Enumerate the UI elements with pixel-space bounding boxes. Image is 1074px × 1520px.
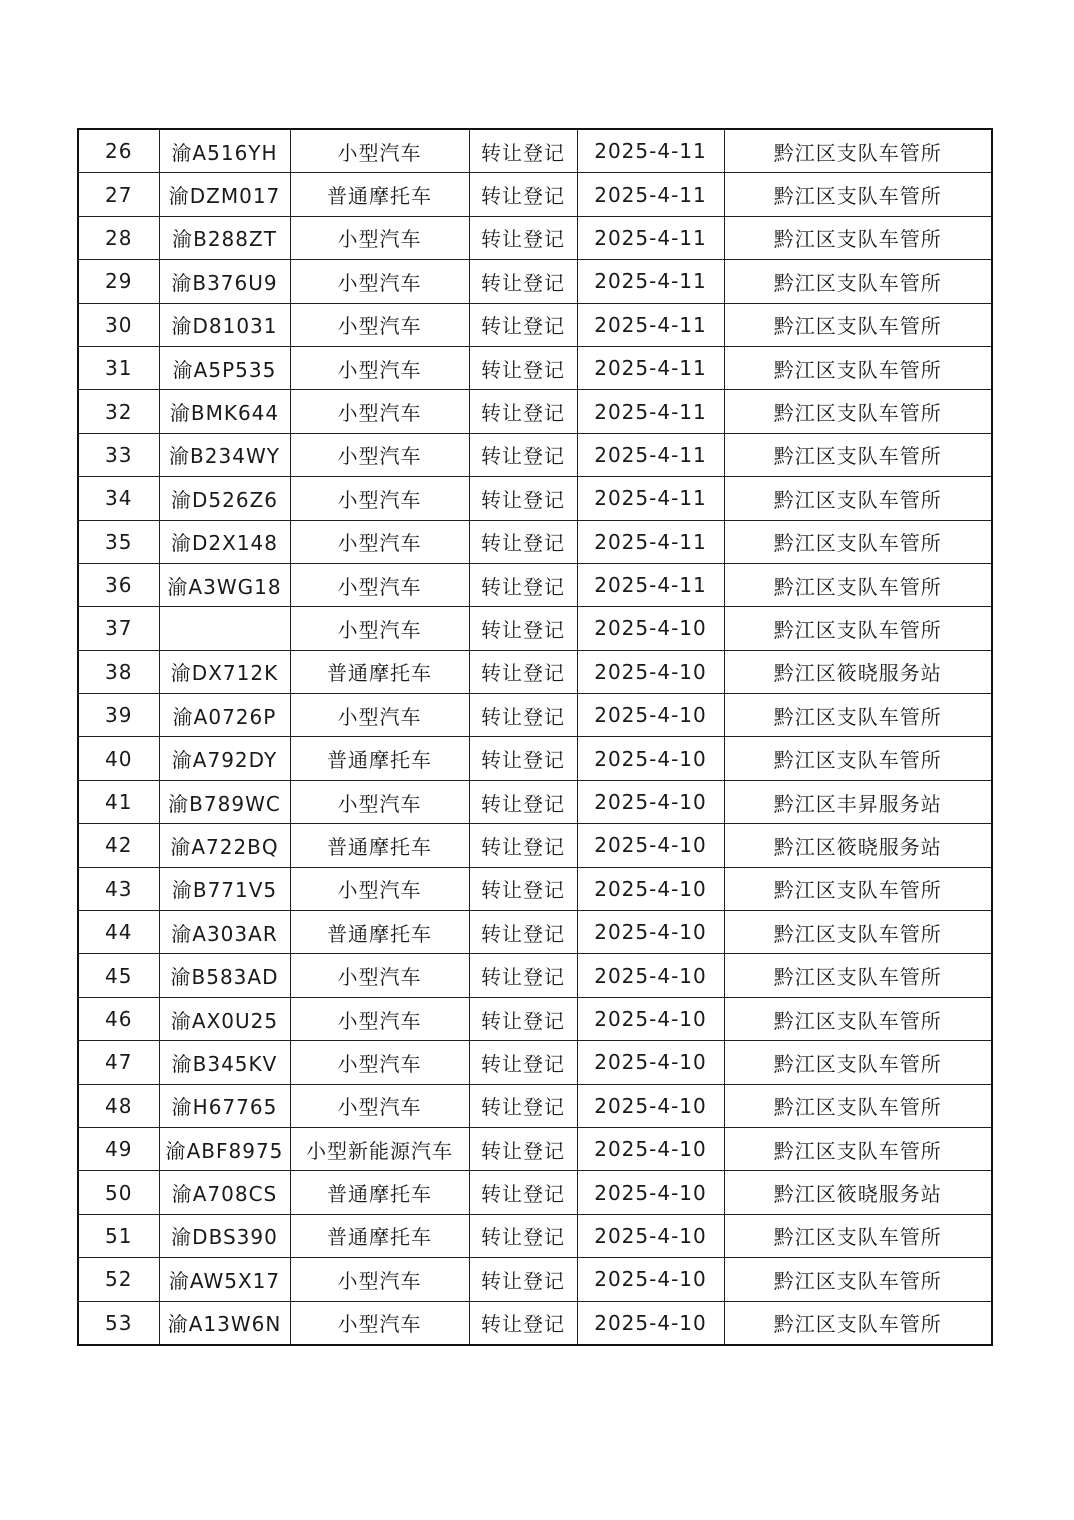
vehicle-type: 小型汽车 [290, 954, 469, 997]
vehicle-type: 小型汽车 [290, 260, 469, 303]
registration-date: 2025-4-10 [577, 1171, 724, 1214]
table-row [78, 520, 992, 563]
registration-office: 黔江区支队车管所 [724, 737, 992, 780]
row-number: 49 [78, 1127, 159, 1170]
registration-date: 2025-4-10 [577, 1041, 724, 1084]
registration-date: 2025-4-11 [577, 216, 724, 259]
table-row [78, 390, 992, 433]
table-row [78, 1171, 992, 1214]
row-number: 45 [78, 954, 159, 997]
business-type: 转让登记 [469, 954, 577, 997]
registration-office: 黔江区支队车管所 [724, 129, 992, 173]
vehicle-type: 小型汽车 [290, 997, 469, 1040]
plate-number: 渝A792DY [159, 737, 290, 780]
business-type: 转让登记 [469, 477, 577, 520]
business-type: 转让登记 [469, 911, 577, 954]
row-number: 48 [78, 1084, 159, 1127]
row-number: 27 [78, 173, 159, 216]
registration-office: 黔江区支队车管所 [724, 390, 992, 433]
registration-office: 黔江区支队车管所 [724, 563, 992, 606]
business-type: 转让登记 [469, 433, 577, 476]
row-number: 36 [78, 563, 159, 606]
row-number: 26 [78, 129, 159, 173]
registration-office: 黔江区支队车管所 [724, 216, 992, 259]
registration-office: 黔江区支队车管所 [724, 911, 992, 954]
plate-number [159, 607, 290, 650]
plate-number: 渝A516YH [159, 129, 290, 173]
vehicle-type: 小型汽车 [290, 1084, 469, 1127]
registration-date: 2025-4-11 [577, 260, 724, 303]
vehicle-type: 小型新能源汽车 [290, 1127, 469, 1170]
plate-number: 渝B583AD [159, 954, 290, 997]
plate-number: 渝B771V5 [159, 867, 290, 910]
registration-date: 2025-4-11 [577, 563, 724, 606]
vehicle-type: 普通摩托车 [290, 737, 469, 780]
vehicle-type: 小型汽车 [290, 390, 469, 433]
business-type: 转让登记 [469, 563, 577, 606]
table-row [78, 867, 992, 910]
business-type: 转让登记 [469, 607, 577, 650]
registration-date: 2025-4-10 [577, 1258, 724, 1301]
row-number: 41 [78, 780, 159, 823]
business-type: 转让登记 [469, 1258, 577, 1301]
registration-office: 黔江区支队车管所 [724, 303, 992, 346]
vehicle-type: 普通摩托车 [290, 1171, 469, 1214]
business-type: 转让登记 [469, 303, 577, 346]
table-row [78, 563, 992, 606]
plate-number: 渝D526Z6 [159, 477, 290, 520]
registration-office: 黔江区支队车管所 [724, 694, 992, 737]
table-row [78, 1214, 992, 1257]
registration-date: 2025-4-10 [577, 694, 724, 737]
business-type: 转让登记 [469, 173, 577, 216]
registration-office: 黔江区筱晓服务站 [724, 824, 992, 867]
row-number: 43 [78, 867, 159, 910]
table-row [78, 173, 992, 216]
plate-number: 渝B234WY [159, 433, 290, 476]
plate-number: 渝A5P535 [159, 346, 290, 389]
registration-date: 2025-4-10 [577, 911, 724, 954]
registration-office: 黔江区支队车管所 [724, 520, 992, 563]
table-row [78, 824, 992, 867]
registration-date: 2025-4-10 [577, 1301, 724, 1345]
vehicle-type: 小型汽车 [290, 346, 469, 389]
plate-number: 渝B288ZT [159, 216, 290, 259]
row-number: 51 [78, 1214, 159, 1257]
plate-number: 渝AW5X17 [159, 1258, 290, 1301]
plate-number: 渝DBS390 [159, 1214, 290, 1257]
business-type: 转让登记 [469, 824, 577, 867]
vehicle-type: 小型汽车 [290, 1258, 469, 1301]
row-number: 42 [78, 824, 159, 867]
table-row [78, 650, 992, 693]
vehicle-type: 小型汽车 [290, 694, 469, 737]
vehicle-type: 小型汽车 [290, 563, 469, 606]
registration-office: 黔江区支队车管所 [724, 477, 992, 520]
row-number: 53 [78, 1301, 159, 1345]
table-row [78, 1084, 992, 1127]
table-row [78, 129, 992, 173]
table-row [78, 737, 992, 780]
row-number: 47 [78, 1041, 159, 1084]
registration-office: 黔江区支队车管所 [724, 1214, 992, 1257]
table-row [78, 477, 992, 520]
registration-date: 2025-4-11 [577, 173, 724, 216]
registration-office: 黔江区支队车管所 [724, 867, 992, 910]
row-number: 33 [78, 433, 159, 476]
vehicle-type: 小型汽车 [290, 433, 469, 476]
plate-number: 渝DZM017 [159, 173, 290, 216]
vehicle-type: 小型汽车 [290, 607, 469, 650]
business-type: 转让登记 [469, 346, 577, 389]
row-number: 31 [78, 346, 159, 389]
plate-number: 渝ABF8975 [159, 1127, 290, 1170]
registration-office: 黔江区支队车管所 [724, 1127, 992, 1170]
row-number: 28 [78, 216, 159, 259]
vehicle-type: 小型汽车 [290, 129, 469, 173]
row-number: 37 [78, 607, 159, 650]
table-row [78, 346, 992, 389]
plate-number: 渝A13W6N [159, 1301, 290, 1345]
plate-number: 渝B789WC [159, 780, 290, 823]
vehicle-type: 普通摩托车 [290, 911, 469, 954]
table-row [78, 260, 992, 303]
row-number: 38 [78, 650, 159, 693]
registration-date: 2025-4-11 [577, 520, 724, 563]
vehicle-type: 普通摩托车 [290, 824, 469, 867]
registration-date: 2025-4-11 [577, 303, 724, 346]
plate-number: 渝A0726P [159, 694, 290, 737]
registration-date: 2025-4-11 [577, 390, 724, 433]
registration-office: 黔江区支队车管所 [724, 997, 992, 1040]
business-type: 转让登记 [469, 997, 577, 1040]
registration-office: 黔江区丰昇服务站 [724, 780, 992, 823]
row-number: 30 [78, 303, 159, 346]
plate-number: 渝D2X148 [159, 520, 290, 563]
vehicle-type: 普通摩托车 [290, 650, 469, 693]
business-type: 转让登记 [469, 737, 577, 780]
plate-number: 渝BMK644 [159, 390, 290, 433]
table-row [78, 1127, 992, 1170]
registration-office: 黔江区筱晓服务站 [724, 650, 992, 693]
registration-date: 2025-4-10 [577, 780, 724, 823]
row-number: 34 [78, 477, 159, 520]
plate-number: 渝A3WG18 [159, 563, 290, 606]
registration-office: 黔江区支队车管所 [724, 433, 992, 476]
plate-number: 渝B376U9 [159, 260, 290, 303]
registration-office: 黔江区支队车管所 [724, 954, 992, 997]
row-number: 52 [78, 1258, 159, 1301]
business-type: 转让登记 [469, 650, 577, 693]
table-body [78, 129, 992, 1345]
business-type: 转让登记 [469, 1171, 577, 1214]
registration-date: 2025-4-11 [577, 346, 724, 389]
table-row [78, 954, 992, 997]
table-row [78, 1041, 992, 1084]
business-type: 转让登记 [469, 1214, 577, 1257]
table-row [78, 911, 992, 954]
business-type: 转让登记 [469, 390, 577, 433]
business-type: 转让登记 [469, 694, 577, 737]
row-number: 29 [78, 260, 159, 303]
vehicle-transfer-table [77, 128, 993, 1346]
business-type: 转让登记 [469, 1301, 577, 1345]
registration-date: 2025-4-10 [577, 1214, 724, 1257]
business-type: 转让登记 [469, 260, 577, 303]
registration-date: 2025-4-11 [577, 129, 724, 173]
table-row [78, 216, 992, 259]
business-type: 转让登记 [469, 867, 577, 910]
plate-number: 渝D81031 [159, 303, 290, 346]
registration-office: 黔江区支队车管所 [724, 1258, 992, 1301]
vehicle-type: 小型汽车 [290, 477, 469, 520]
vehicle-type: 小型汽车 [290, 520, 469, 563]
plate-number: 渝A708CS [159, 1171, 290, 1214]
vehicle-type: 小型汽车 [290, 1301, 469, 1345]
registration-office: 黔江区支队车管所 [724, 1084, 992, 1127]
plate-number: 渝B345KV [159, 1041, 290, 1084]
table-row [78, 433, 992, 476]
row-number: 35 [78, 520, 159, 563]
registration-date: 2025-4-10 [577, 1084, 724, 1127]
registration-office: 黔江区支队车管所 [724, 173, 992, 216]
vehicle-type: 小型汽车 [290, 780, 469, 823]
vehicle-type: 小型汽车 [290, 216, 469, 259]
vehicle-type: 普通摩托车 [290, 1214, 469, 1257]
registration-office: 黔江区支队车管所 [724, 1041, 992, 1084]
vehicle-type: 小型汽车 [290, 303, 469, 346]
table-row [78, 1258, 992, 1301]
table-row [78, 303, 992, 346]
registration-date: 2025-4-10 [577, 997, 724, 1040]
vehicle-type: 小型汽车 [290, 867, 469, 910]
plate-number: 渝A303AR [159, 911, 290, 954]
business-type: 转让登记 [469, 1041, 577, 1084]
table-row [78, 780, 992, 823]
table-row [78, 997, 992, 1040]
registration-date: 2025-4-10 [577, 737, 724, 780]
row-number: 46 [78, 997, 159, 1040]
registration-office: 黔江区支队车管所 [724, 1301, 992, 1345]
table-row [78, 607, 992, 650]
plate-number: 渝A722BQ [159, 824, 290, 867]
table-row [78, 694, 992, 737]
plate-number: 渝H67765 [159, 1084, 290, 1127]
vehicle-type: 小型汽车 [290, 1041, 469, 1084]
registration-date: 2025-4-10 [577, 867, 724, 910]
registration-office: 黔江区筱晓服务站 [724, 1171, 992, 1214]
row-number: 39 [78, 694, 159, 737]
row-number: 44 [78, 911, 159, 954]
row-number: 50 [78, 1171, 159, 1214]
registration-date: 2025-4-10 [577, 607, 724, 650]
registration-date: 2025-4-11 [577, 433, 724, 476]
business-type: 转让登记 [469, 129, 577, 173]
business-type: 转让登记 [469, 216, 577, 259]
registration-date: 2025-4-10 [577, 824, 724, 867]
registration-office: 黔江区支队车管所 [724, 346, 992, 389]
business-type: 转让登记 [469, 1127, 577, 1170]
registration-date: 2025-4-10 [577, 650, 724, 693]
plate-number: 渝DX712K [159, 650, 290, 693]
row-number: 40 [78, 737, 159, 780]
business-type: 转让登记 [469, 1084, 577, 1127]
business-type: 转让登记 [469, 520, 577, 563]
registration-date: 2025-4-10 [577, 954, 724, 997]
registration-date: 2025-4-11 [577, 477, 724, 520]
registration-office: 黔江区支队车管所 [724, 607, 992, 650]
table-row [78, 1301, 992, 1345]
business-type: 转让登记 [469, 780, 577, 823]
registration-office: 黔江区支队车管所 [724, 260, 992, 303]
row-number: 32 [78, 390, 159, 433]
registration-date: 2025-4-10 [577, 1127, 724, 1170]
vehicle-type: 普通摩托车 [290, 173, 469, 216]
plate-number: 渝AX0U25 [159, 997, 290, 1040]
